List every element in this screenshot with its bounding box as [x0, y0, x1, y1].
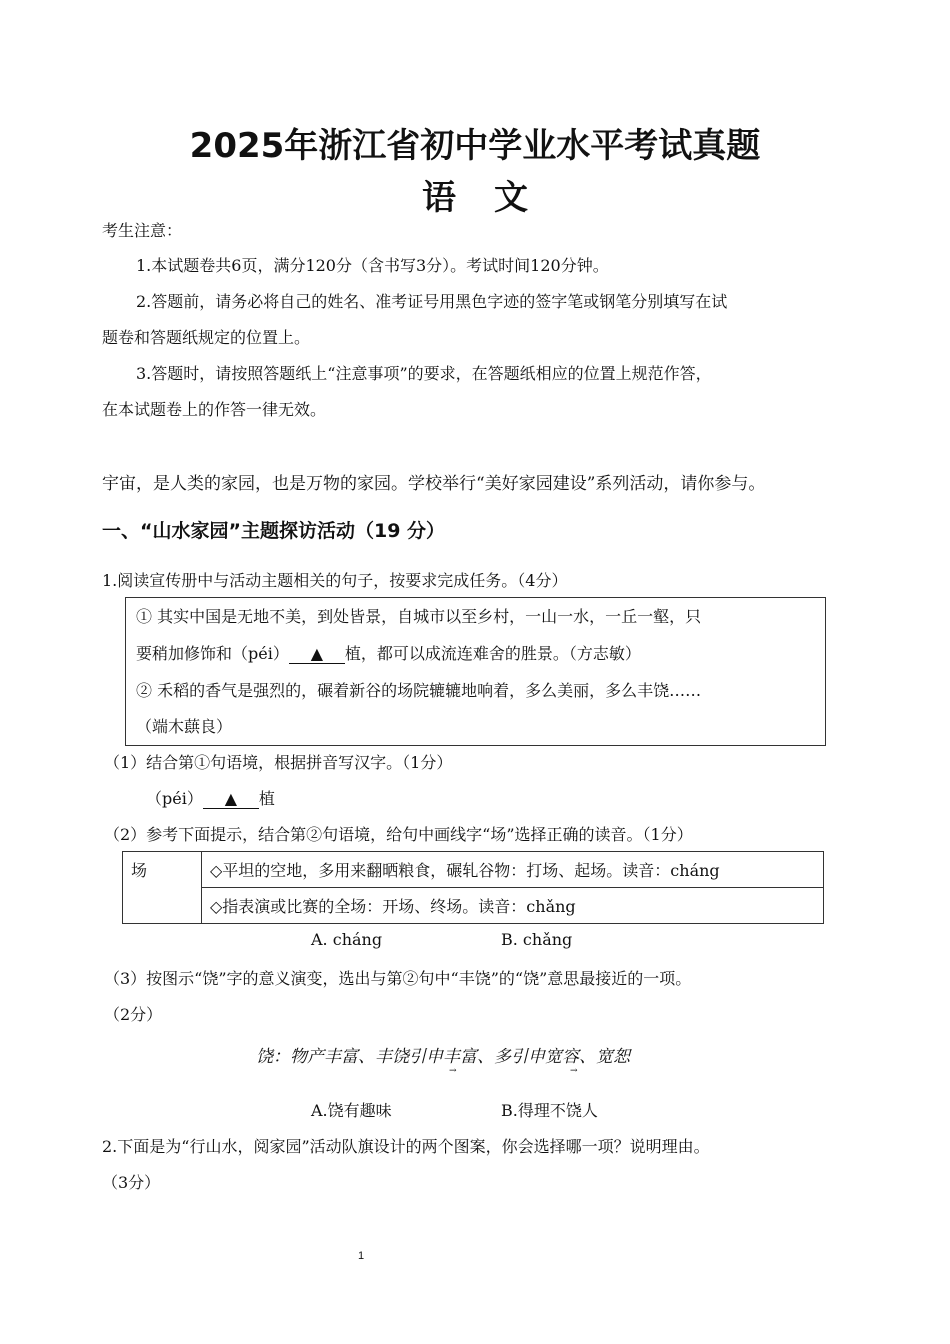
- pronunciation-table: [122, 851, 824, 924]
- question-2-stem-line-2: （3分）: [102, 1173, 161, 1192]
- sub-1-answer-after: 植: [258, 789, 275, 808]
- notice-item-2-line-1: 2.答题前，请务必将自己的姓名、准考证号用黑色字迹的签字笔或钢笔分别填写在试: [136, 292, 728, 311]
- arrow-right-icon: →: [570, 1066, 578, 1076]
- notice-item-2-line-2: 题卷和答题纸规定的位置上。: [102, 328, 311, 347]
- sub-question-3-stem-line-1: （3）按图示“饶”字的意义演变，选出与第②句中“丰饶”的“饶”意思最接近的一项。: [104, 969, 692, 988]
- page-number: 1: [358, 1250, 365, 1262]
- sub-question-3-stem-line-2: （2分）: [104, 1005, 163, 1024]
- table-row-1: ◇平坦的空地，多用来翻晒粮食，碾轧谷物：打场、起场。读音：cháng: [202, 852, 824, 888]
- question-2-stem-line-1: 2.下面是为“行山水，阅家园”活动队旗设计的两个图案，你会选择哪一项？说明理由。: [102, 1137, 710, 1156]
- passage-answer-blank: ▲: [289, 644, 345, 664]
- sub-3-option-b: B.得理不饶人: [501, 1101, 598, 1120]
- sub-3-option-a: A.饶有趣味: [311, 1101, 392, 1120]
- question-1-stem: 1.阅读宣传册中与活动主题相关的句子，按要求完成任务。（4分）: [102, 571, 568, 590]
- sub-question-1-answer: [146, 786, 275, 809]
- sub-1-pinyin: （péi）: [146, 789, 203, 808]
- notice-item-3-line-2: 在本试题卷上的作答一律无效。: [102, 400, 327, 419]
- arrow-right-icon: →: [449, 1066, 457, 1076]
- intro-paragraph: 宇宙，是人类的家园，也是万物的家园。学校举行“美好家园建设”系列活动，请你参与。: [102, 474, 766, 494]
- notice-item-3-line-1: 3.答题时，请按照答题纸上“注意事项”的要求，在答题纸相应的位置上规范作答，: [136, 364, 712, 383]
- rao-meaning-evolution: 饶：物产丰富、丰饶引申丰富、多引申宽容、宽恕: [256, 1047, 630, 1067]
- sub-1-answer-blank: ▲: [203, 789, 259, 809]
- exam-title: 2025年浙江省初中学业水平考试真题: [189, 126, 761, 166]
- passage-line-3: ② 禾稻的香气是强烈的，碾着新谷的场院辘辘地响着，多么美丽，多么丰饶……: [136, 681, 702, 700]
- sub-question-1-stem: （1）结合第①句语境，根据拼音写汉字。（1分）: [104, 753, 453, 772]
- passage-line-2-after: 植，都可以成流连难舍的胜景。（方志敏）: [344, 644, 641, 663]
- table-row-2: ◇指表演或比赛的全场：开场、终场。读音：chǎng: [202, 888, 824, 924]
- table-char-cell: 场: [123, 852, 202, 924]
- subject-title: 语文: [422, 178, 566, 218]
- notice-item-1: 1.本试题卷共6页，满分120分（含书写3分）。考试时间120分钟。: [136, 256, 609, 275]
- sub-2-option-a: A. cháng: [311, 930, 383, 949]
- passage-line-4: （端木蕻良）: [136, 717, 233, 736]
- passage-line-1: ① 其实中国是无地不美，到处皆景，自城市以至乡村，一山一水，一丘一壑，只: [136, 607, 702, 626]
- sub-question-2-stem: （2）参考下面提示，结合第②句语境，给句中画线字“场”选择正确的读音。（1分）: [104, 825, 693, 844]
- notice-heading: 考生注意：: [102, 221, 183, 240]
- passage-line-2: [136, 641, 641, 664]
- sub-2-option-b: B. chǎng: [501, 930, 573, 949]
- passage-line-2-before: 要稍加修饰和（péi）: [136, 644, 289, 663]
- section-1-heading: 一、“山水家园”主题探访活动（19 分）: [102, 520, 446, 542]
